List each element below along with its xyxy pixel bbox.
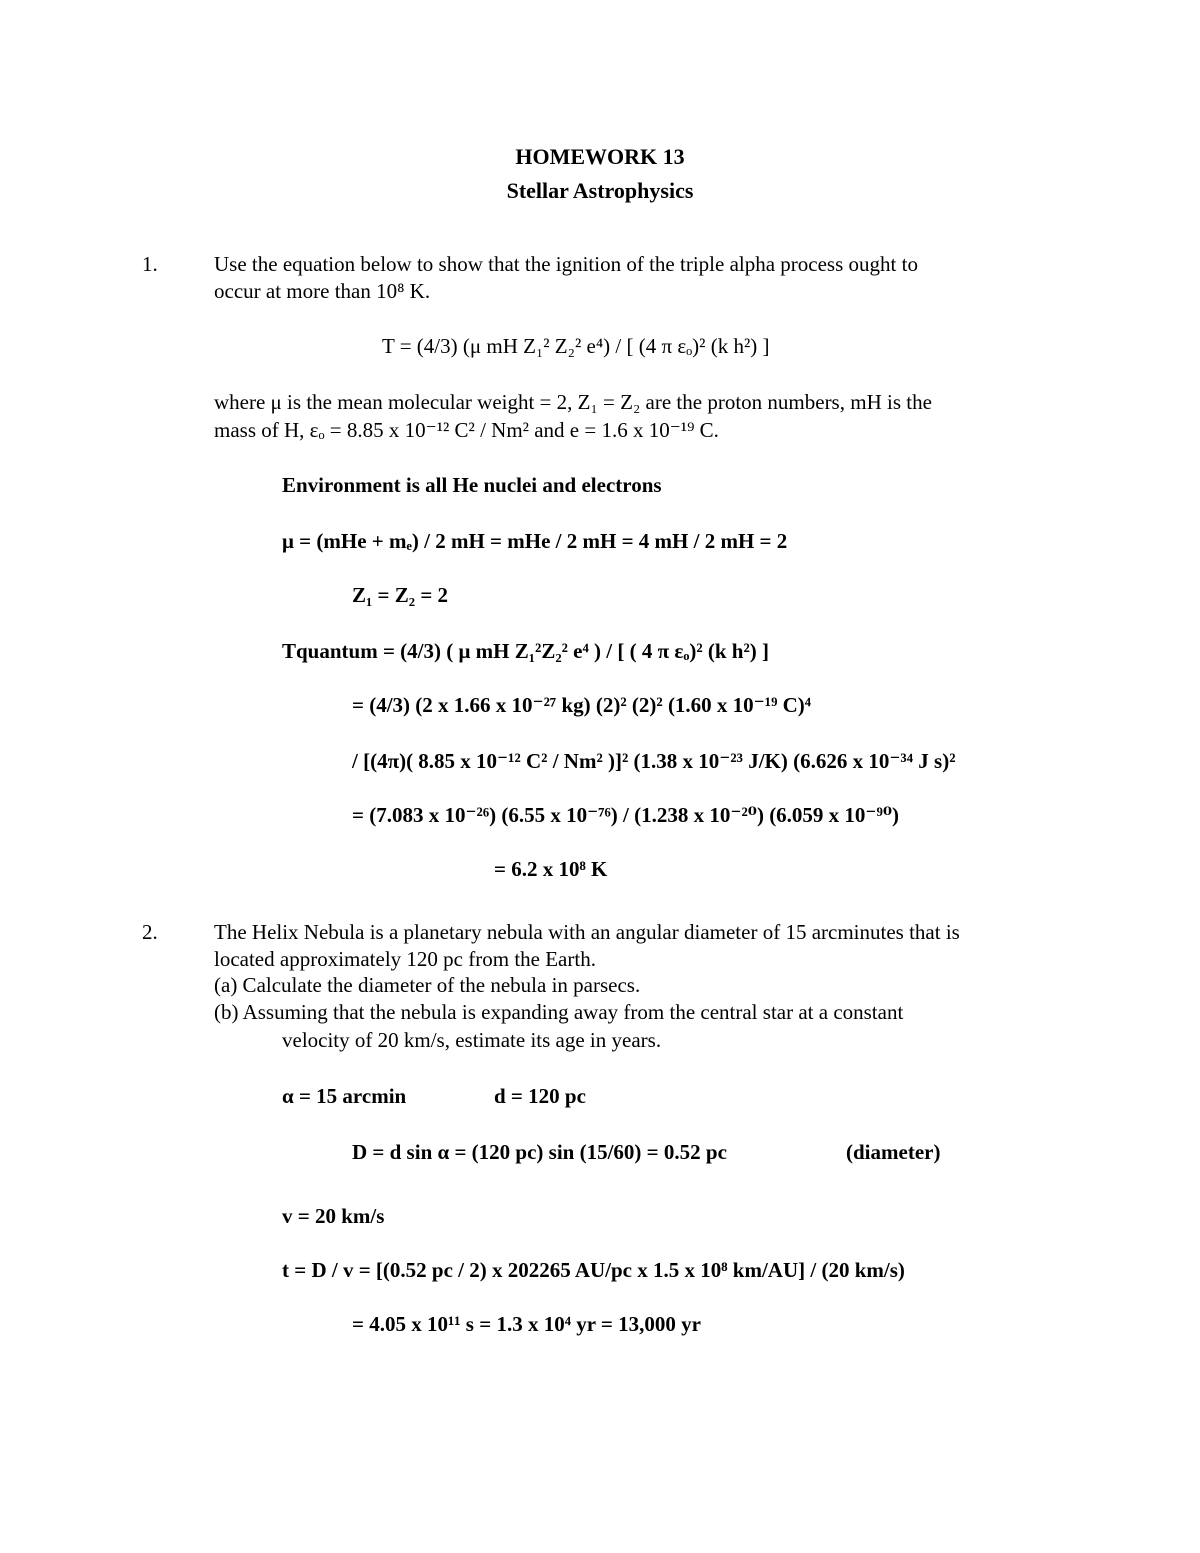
problem-2-solution-diameter-note: (diameter) (846, 1140, 941, 1164)
problem-2-solution-alpha: α = 15 arcmin (282, 1084, 407, 1108)
problem-1-text-line-2: occur at more than 10⁸ K. (214, 279, 431, 303)
problem-1-solution-result: = 6.2 x 10⁸ K (494, 857, 608, 881)
problem-2-solution-result: = 4.05 x 10¹¹ s = 1.3 x 10⁴ yr = 13,000 yr (352, 1312, 701, 1336)
problem-1-solution-t-quantum: Tquantum = (4/3) ( μ mH Z₁²Z₂² e⁴ ) / [ ( 4 π εₒ)² (k h²) ] (282, 639, 770, 663)
problem-1-number: 1. (142, 252, 158, 276)
problem-2-part-a: (a) Calculate the diameter of the nebula in parsecs. (214, 973, 641, 997)
problem-2-solution-diameter: D = d sin α = (120 pc) sin (15/60) = 0.52 pc (352, 1140, 727, 1164)
problem-1-equation: T = (4/3) (μ mH Z₁² Z₂² e⁴) / [ (4 π εₒ)² (k h²) ] (382, 334, 770, 358)
problem-1-where-line-2: mass of H, εₒ = 8.85 x 10⁻¹² C² / Nm² and e = 1.6 x 10⁻¹⁹ C. (214, 418, 719, 442)
problem-1-solution-step: = (7.083 x 10⁻²⁶) (6.55 x 10⁻⁷⁶) / (1.238 x 10⁻²⁰) (6.059 x 10⁻⁹⁰) (352, 803, 900, 827)
problem-2-text-line-2: located approximately 120 pc from the Earth. (214, 947, 596, 971)
problem-1-text-line-1: Use the equation below to show that the ignition of the triple alpha process ought to (214, 252, 918, 276)
problem-2-part-b-line-1: (b) Assuming that the nebula is expanding away from the central star at a constant (214, 1000, 904, 1024)
problem-2-text-line-1: The Helix Nebula is a planetary nebula with an angular diameter of 15 arcminutes that is (214, 920, 960, 944)
problem-1-solution-denominator: / [(4π)( 8.85 x 10⁻¹² C² / Nm² )]² (1.38 x 10⁻²³ J/K) (6.626 x 10⁻³⁴ J s)² (352, 749, 956, 773)
problem-1-solution-z: Z₁ = Z₂ = 2 (352, 583, 449, 607)
problem-1-where-line-1: where μ is the mean molecular weight = 2, Z₁ = Z₂ are the proton numbers, mH is the (214, 390, 932, 414)
document-subtitle: Stellar Astrophysics (506, 178, 694, 203)
problem-2-solution-time: t = D / v = [(0.52 pc / 2) x 202265 AU/pc x 1.5 x 10⁸ km/AU] / (20 km/s) (282, 1258, 905, 1282)
document-title: HOMEWORK 13 (515, 144, 685, 169)
problem-2-part-b-line-2: velocity of 20 km/s, estimate its age in years. (282, 1028, 662, 1052)
problem-2-solution-distance: d = 120 pc (494, 1084, 586, 1108)
problem-2-solution-velocity: v = 20 km/s (282, 1204, 385, 1228)
problem-2-number: 2. (142, 920, 158, 944)
problem-1-solution-numerator: = (4/3) (2 x 1.66 x 10⁻²⁷ kg) (2)² (2)² (1.60 x 10⁻¹⁹ C)⁴ (352, 693, 812, 717)
problem-1-solution-mu: μ = (mHe + mₑ) / 2 mH = mHe / 2 mH = 4 mH / 2 mH = 2 (282, 529, 788, 553)
problem-1-solution-heading: Environment is all He nuclei and electrons (282, 473, 662, 497)
